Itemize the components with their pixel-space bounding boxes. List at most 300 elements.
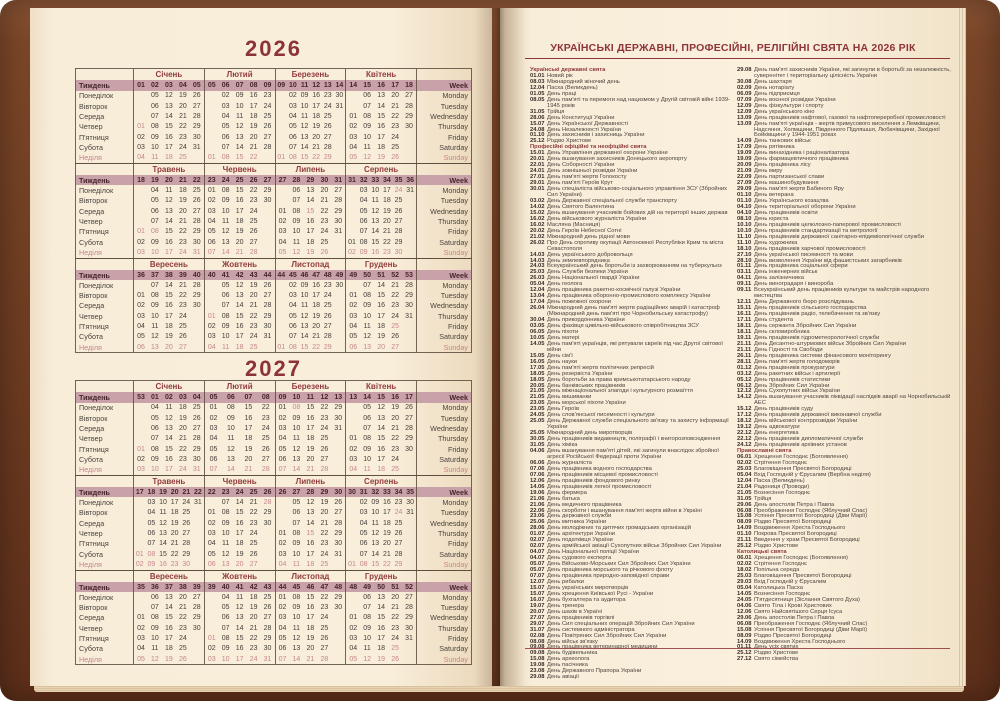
- holiday-name: День працівників архівних установ: [754, 442, 847, 449]
- holiday-name: День шахтаря: [754, 78, 792, 85]
- date-cell: 09: [151, 302, 159, 310]
- date-cell: 11: [222, 343, 230, 351]
- month-day-group: [345, 518, 416, 528]
- holiday-date: 12.12: [737, 388, 752, 395]
- holiday-name: День журналіста: [547, 459, 592, 466]
- date-cell: 17: [306, 550, 315, 558]
- date-cell: 31: [263, 655, 272, 663]
- holiday-date: 08.09: [737, 519, 752, 526]
- date-cell: 23: [391, 624, 399, 632]
- month-week-group: [275, 582, 346, 592]
- date-cell: 20: [249, 292, 258, 300]
- holiday-name: Різдво Пресвятої Богородиці: [754, 519, 832, 526]
- date-cell: 05: [349, 154, 358, 162]
- date-cell: 22: [249, 154, 258, 162]
- date-cell: 26: [394, 207, 403, 215]
- date-cell: 14: [306, 197, 315, 205]
- date-cell: 08: [289, 154, 297, 162]
- date-cell: 12: [235, 123, 244, 131]
- holiday-name: Різдво Христове: [547, 138, 592, 145]
- date-cell: 03: [349, 455, 358, 463]
- date-cell: 29: [192, 614, 201, 622]
- day-label-en: Monday: [416, 497, 471, 507]
- month-name: Вересень: [133, 259, 204, 270]
- date-cell: 24: [249, 333, 258, 341]
- date-cell: 31: [335, 102, 344, 110]
- date-cell: 21: [312, 333, 321, 341]
- date-cell: 24: [320, 550, 329, 558]
- month-day-group: [133, 91, 204, 101]
- week-label-en: Week: [416, 270, 471, 280]
- month-day-group: [345, 321, 416, 331]
- day-row: [76, 227, 471, 237]
- date-cell: 28: [334, 197, 343, 205]
- day-label-en: Wednesday: [416, 423, 471, 433]
- date-cell: 15: [235, 187, 244, 195]
- date-cell: 25: [249, 343, 258, 351]
- holiday-name: Успіння Пресвятої Богородиці (Діви Марії): [754, 513, 868, 520]
- month-day-group: [204, 101, 275, 111]
- month-day-group: [345, 301, 416, 311]
- date-cell: 02: [135, 560, 144, 568]
- date-cell: 26: [249, 550, 258, 558]
- date-cell: 23: [178, 238, 187, 246]
- holiday-name: День Повітряних Сил Збройних Сил України: [547, 632, 667, 639]
- day-label: Понеділок: [79, 403, 114, 413]
- date-cell: 01: [278, 207, 287, 215]
- holiday-name: День вшанування учасників ліквідації наслідків аварії на Чорнобильській АЕС: [754, 394, 951, 407]
- holiday-date: 16.11: [737, 311, 752, 318]
- week-number: 14: [363, 394, 372, 402]
- date-cell: 25: [249, 217, 258, 225]
- week-number: 44: [263, 271, 272, 279]
- date-cell: 11: [292, 624, 301, 632]
- holiday-name: День сім'ї: [547, 352, 573, 359]
- date-cell: 05: [359, 529, 368, 537]
- holiday-date: 10.10: [737, 227, 752, 234]
- month-name: Січень: [133, 381, 204, 392]
- week-number: 33: [383, 488, 391, 496]
- week-number: 05: [192, 82, 201, 90]
- holiday-name: День Збройних Сил України: [754, 382, 830, 389]
- date-cell: 15: [164, 614, 173, 622]
- holiday-name: День працівника природно-заповідної справи: [547, 573, 670, 580]
- holiday-name: Свято Тіла і Крові Христових: [754, 602, 832, 609]
- month-day-group: [275, 528, 346, 538]
- holiday-date: 25.06: [530, 519, 545, 526]
- holiday-name: День працівників целюлозно-паперової промисловості: [754, 221, 901, 228]
- date-cell: 10: [292, 228, 301, 236]
- date-cell: 16: [306, 604, 315, 612]
- date-cell: 12: [164, 414, 173, 422]
- date-cell: 24: [394, 509, 403, 517]
- holiday-name: День скловиробника: [754, 328, 810, 335]
- holiday-date: 28.11: [737, 358, 752, 365]
- date-cell: 04: [221, 593, 230, 601]
- holiday-name: День Святого Валентина: [547, 203, 615, 210]
- day-row: [76, 539, 471, 549]
- day-label: Четвер: [79, 216, 103, 226]
- date-cell: 13: [306, 187, 315, 195]
- date-cell: 15: [235, 154, 244, 162]
- date-cell: 16: [164, 624, 173, 632]
- date-cell: 27: [192, 207, 201, 215]
- holiday-name: Хрещення Господнє (Богоявлення): [754, 453, 848, 460]
- date-cell: 09: [292, 540, 301, 548]
- date-cell: 24: [320, 614, 329, 622]
- holiday-date: 14.06: [530, 483, 545, 490]
- date-cell: 20: [249, 133, 258, 141]
- date-cell: 05: [359, 207, 368, 215]
- date-cell: 12: [227, 445, 235, 453]
- week-number: 38: [164, 271, 173, 279]
- date-cell: 17: [164, 143, 173, 151]
- week-number: 41: [221, 271, 230, 279]
- day-label: Четвер: [79, 528, 103, 538]
- date-cell: 11: [151, 645, 159, 653]
- date-cell: 08: [151, 123, 159, 131]
- date-cell: 04: [289, 112, 297, 120]
- day-label-en: Tuesday: [416, 196, 471, 206]
- month-day-group: [345, 91, 416, 101]
- month-day-group: [275, 613, 346, 623]
- date-cell: 16: [377, 624, 386, 632]
- holiday-name: День працівників видавництв, поліграфії і книгорозповсюдження: [547, 436, 721, 443]
- month-day-group: [275, 216, 346, 226]
- date-cell: 13: [151, 343, 159, 351]
- date-cell: 29: [394, 560, 403, 568]
- date-cell: 03: [137, 312, 145, 320]
- date-cell: 03: [207, 655, 216, 663]
- date-cell: 10: [159, 499, 167, 507]
- month-day-group: [204, 539, 275, 549]
- date-cell: 18: [306, 624, 315, 632]
- month-day-group: [345, 206, 416, 216]
- date-cell: 03: [289, 292, 297, 300]
- month-day-group: [204, 518, 275, 528]
- month-day-group: [133, 613, 204, 623]
- holiday-date: 11.10: [737, 239, 752, 246]
- date-cell: 11: [227, 435, 235, 443]
- date-cell: 03: [137, 248, 145, 256]
- month-week-group: [275, 80, 346, 90]
- date-cell: 04: [349, 323, 358, 331]
- holiday-name: Міжнародний день миротворців: [547, 430, 633, 437]
- date-cell: 08: [151, 614, 159, 622]
- month-day-group: [133, 227, 204, 237]
- week-number: 48: [334, 583, 343, 591]
- day-label: Субота: [79, 142, 104, 152]
- month-day-group: [204, 216, 275, 226]
- holiday-date: 26.04: [530, 305, 545, 312]
- holiday-name: День скорботи і вшанування пам'яті жертв війни в Україні: [547, 507, 702, 514]
- date-cell: 02: [137, 133, 145, 141]
- date-cell: 05: [147, 519, 156, 527]
- month-day-group: [133, 216, 204, 226]
- holiday-date: 31.05: [530, 108, 545, 115]
- week-number: 20: [164, 176, 173, 184]
- date-cell: 14: [377, 604, 386, 612]
- date-cell: 30: [192, 238, 201, 246]
- date-cell: 31: [405, 312, 413, 320]
- date-cell: 16: [164, 455, 173, 463]
- holiday-name: День працівників суду: [754, 406, 814, 413]
- date-cell: 07: [151, 281, 159, 289]
- holiday-date: 21.04: [737, 483, 752, 490]
- day-label-en: Sunday: [416, 654, 471, 664]
- date-cell: 02: [278, 604, 287, 612]
- date-cell: 09: [363, 123, 372, 131]
- date-cell: 10: [292, 614, 301, 622]
- holiday-name: День бухгалтера та аудитора: [547, 596, 626, 603]
- date-cell: 04: [151, 187, 159, 195]
- date-cell: 20: [178, 102, 187, 110]
- week-number: 03: [164, 82, 173, 90]
- date-cell: 01: [137, 614, 145, 622]
- day-label: Середа: [79, 423, 105, 433]
- date-cell: 23: [323, 92, 332, 100]
- holiday-name: Трійця: [547, 108, 565, 115]
- holiday-name: День працівників державної санітарно-епідеміологічної служби: [754, 233, 924, 240]
- week-number: 04: [178, 82, 187, 90]
- date-cell: 08: [359, 238, 368, 246]
- date-cell: 17: [377, 635, 386, 643]
- week-number: 28: [306, 488, 315, 496]
- label-spacer: [416, 571, 471, 582]
- date-cell: 25: [263, 112, 272, 120]
- date-cell: 22: [312, 154, 321, 162]
- week-number: 04: [192, 394, 201, 402]
- holiday-name: Католицька Пасха: [754, 584, 803, 591]
- date-cell: 22: [383, 560, 391, 568]
- day-label: Субота: [79, 549, 104, 559]
- date-cell: 19: [306, 635, 315, 643]
- date-cell: 22: [312, 343, 321, 351]
- date-cell: 17: [235, 207, 244, 215]
- holiday-date: 15.02: [530, 209, 545, 216]
- month-day-group: [345, 423, 416, 433]
- holiday-name: День Військово-Морських Сил Збройних Сил України: [547, 561, 691, 568]
- date-cell: 02: [289, 92, 297, 100]
- week-number: 18: [137, 176, 145, 184]
- day-label: Вівторок: [79, 508, 108, 518]
- date-cell: 11: [371, 197, 379, 205]
- date-cell: 25: [391, 645, 399, 653]
- date-cell: 01: [349, 435, 358, 443]
- date-cell: 27: [249, 560, 258, 568]
- holiday-name: День юриста: [754, 215, 789, 222]
- date-cell: 23: [249, 197, 258, 205]
- date-cell: 10: [363, 635, 372, 643]
- day-label: П'ятниця: [79, 539, 109, 549]
- date-cell: 07: [363, 102, 372, 110]
- holiday-item: [530, 98, 735, 110]
- date-cell: 21: [391, 604, 399, 612]
- date-cell: 20: [244, 455, 253, 463]
- week-number: 43: [249, 271, 258, 279]
- holiday-date: 12.04: [530, 287, 545, 294]
- month-day-group: [204, 132, 275, 142]
- date-cell: 23: [383, 248, 391, 256]
- date-cell: 13: [377, 92, 386, 100]
- holiday-name: День українських миротворців: [547, 584, 629, 591]
- date-cell: 18: [306, 560, 315, 568]
- holiday-name: День рибалки: [547, 578, 585, 585]
- holiday-name: День працівника лісу: [754, 162, 811, 169]
- date-cell: 23: [320, 414, 329, 422]
- week-number: 35: [137, 583, 145, 591]
- date-cell: 02: [207, 645, 216, 653]
- date-cell: 13: [164, 593, 173, 601]
- holiday-name: День працівника водного господарства: [547, 465, 652, 472]
- date-cell: 23: [178, 455, 187, 463]
- date-cell: 16: [244, 414, 253, 422]
- date-cell: 03: [349, 635, 358, 643]
- date-cell: 15: [235, 635, 244, 643]
- week-number: 14: [349, 82, 358, 90]
- holiday-name: День студента: [754, 317, 793, 324]
- date-cell: 04: [359, 519, 368, 527]
- holiday-date: 19.11: [737, 334, 752, 341]
- holiday-name: День спеціаліста військово-соціального управління ЗСУ (Збройних Сил України): [547, 186, 728, 199]
- month-week-group: [204, 582, 275, 592]
- holiday-date: 06.01: [737, 555, 752, 562]
- date-cell: 17: [377, 133, 386, 141]
- date-cell: 27: [394, 540, 403, 548]
- holiday-item: [530, 342, 735, 354]
- holiday-name: Всеукраїнський день працівників культури та майстрів народного мистецтва: [754, 287, 930, 300]
- date-cell: 14: [227, 466, 235, 474]
- holiday-name: День Соборності України: [547, 162, 615, 169]
- day-label-en: Monday: [416, 403, 471, 413]
- date-cell: 14: [235, 624, 244, 632]
- date-cell: 04: [359, 197, 368, 205]
- date-cell: 08: [221, 312, 230, 320]
- holiday-name: Воздвиження Хреста Господнього: [754, 638, 846, 645]
- holiday-name: День воєнної розвідки України: [754, 96, 836, 103]
- holiday-date: 23.05: [530, 406, 545, 413]
- date-cell: 30: [192, 624, 201, 632]
- holiday-date: 27.01: [530, 174, 545, 181]
- date-cell: 05: [221, 281, 230, 289]
- date-cell: 07: [151, 604, 159, 612]
- date-cell: 10: [221, 655, 230, 663]
- date-cell: 14: [221, 248, 230, 256]
- date-cell: 08: [292, 207, 301, 215]
- holiday-name: День працівників сільського господарства: [754, 305, 867, 312]
- date-cell: 04: [289, 302, 297, 310]
- holiday-name: День слов'янської писемності і культури: [547, 412, 655, 419]
- holiday-date: 01.05: [530, 90, 545, 97]
- day-label-en: Saturday: [416, 142, 471, 152]
- holiday-name: День праці: [547, 90, 577, 97]
- date-cell: 04: [221, 112, 230, 120]
- month-day-group: [204, 122, 275, 132]
- date-cell: 18: [249, 593, 258, 601]
- day-row: [76, 216, 471, 226]
- date-cell: 13: [164, 207, 173, 215]
- holiday-name: День боротьби за права кримськотатарського народу: [547, 376, 691, 383]
- week-number: 42: [249, 583, 258, 591]
- date-cell: 17: [377, 455, 386, 463]
- week-label-en: Week: [416, 80, 471, 90]
- date-cell: 01: [348, 560, 356, 568]
- day-label-en: Friday: [416, 132, 471, 142]
- holiday-date: 06.09: [737, 90, 752, 97]
- date-cell: 21: [391, 281, 399, 289]
- week-number: 32: [359, 176, 368, 184]
- date-cell: 22: [391, 614, 399, 622]
- day-row: [76, 549, 471, 559]
- date-cell: 05: [221, 123, 230, 131]
- date-cell: 30: [334, 540, 343, 548]
- month-day-group: [204, 644, 275, 654]
- date-cell: 13: [227, 455, 235, 463]
- date-cell: 08: [363, 614, 372, 622]
- week-number: 44: [277, 271, 286, 279]
- month-day-group: [345, 613, 416, 623]
- week-number: 13: [323, 82, 332, 90]
- month-day-group: [133, 644, 204, 654]
- day-label: Неділя: [79, 559, 102, 569]
- date-cell: 18: [164, 645, 173, 653]
- date-cell: 03: [349, 133, 358, 141]
- holiday-date: 04.10: [737, 209, 752, 216]
- label-spacer: [416, 259, 471, 270]
- holiday-date: 25.03: [737, 573, 752, 580]
- date-cell: 01: [207, 509, 216, 517]
- holiday-date: 01.07: [530, 531, 545, 538]
- date-cell: 02: [349, 624, 358, 632]
- date-cell: 02: [137, 238, 145, 246]
- date-cell: 08: [221, 635, 230, 643]
- holiday-date: 02.09: [737, 84, 752, 91]
- month-name: Березень: [275, 381, 346, 392]
- holiday-name: Введення у храм Пресвятої Богородиці: [754, 537, 860, 544]
- date-cell: 28: [405, 424, 413, 432]
- holiday-date: 15.07: [530, 584, 545, 591]
- day-label-en: Friday: [416, 444, 471, 454]
- date-cell: 21: [178, 217, 187, 225]
- date-cell: 01: [277, 343, 286, 351]
- date-cell: 16: [306, 217, 315, 225]
- holiday-name: Свято Найсвятішого Серця Ісуса: [754, 608, 843, 615]
- holiday-name: День матері: [547, 334, 580, 341]
- week-number: 46: [300, 271, 309, 279]
- holiday-name: День апостолів Петра і Павла: [754, 614, 835, 621]
- holiday-name: П'ятдесятниця (Зіслання Святого Духа): [754, 596, 860, 603]
- date-cell: 24: [320, 424, 329, 432]
- holiday-date: 03.12: [737, 370, 752, 377]
- month-day-group: [204, 403, 275, 413]
- holiday-date: 21.06: [530, 501, 545, 508]
- date-cell: 06: [278, 455, 287, 463]
- date-cell: 11: [300, 112, 309, 120]
- date-cell: 12: [300, 123, 309, 131]
- holiday-name: День митника України: [547, 519, 607, 526]
- month-day-group: [345, 111, 416, 121]
- month-day-group: [345, 444, 416, 454]
- date-cell: 24: [320, 228, 329, 236]
- date-cell: 03: [137, 143, 145, 151]
- date-cell: 01: [137, 445, 145, 453]
- month-week-group: [275, 392, 346, 402]
- month-day-group: [133, 559, 204, 569]
- holiday-name: День військової контррозвідки України: [754, 418, 858, 425]
- holiday-name: День працівника морського та річкового флоту: [547, 567, 673, 574]
- date-cell: 28: [192, 217, 201, 225]
- date-cell: 03: [278, 550, 287, 558]
